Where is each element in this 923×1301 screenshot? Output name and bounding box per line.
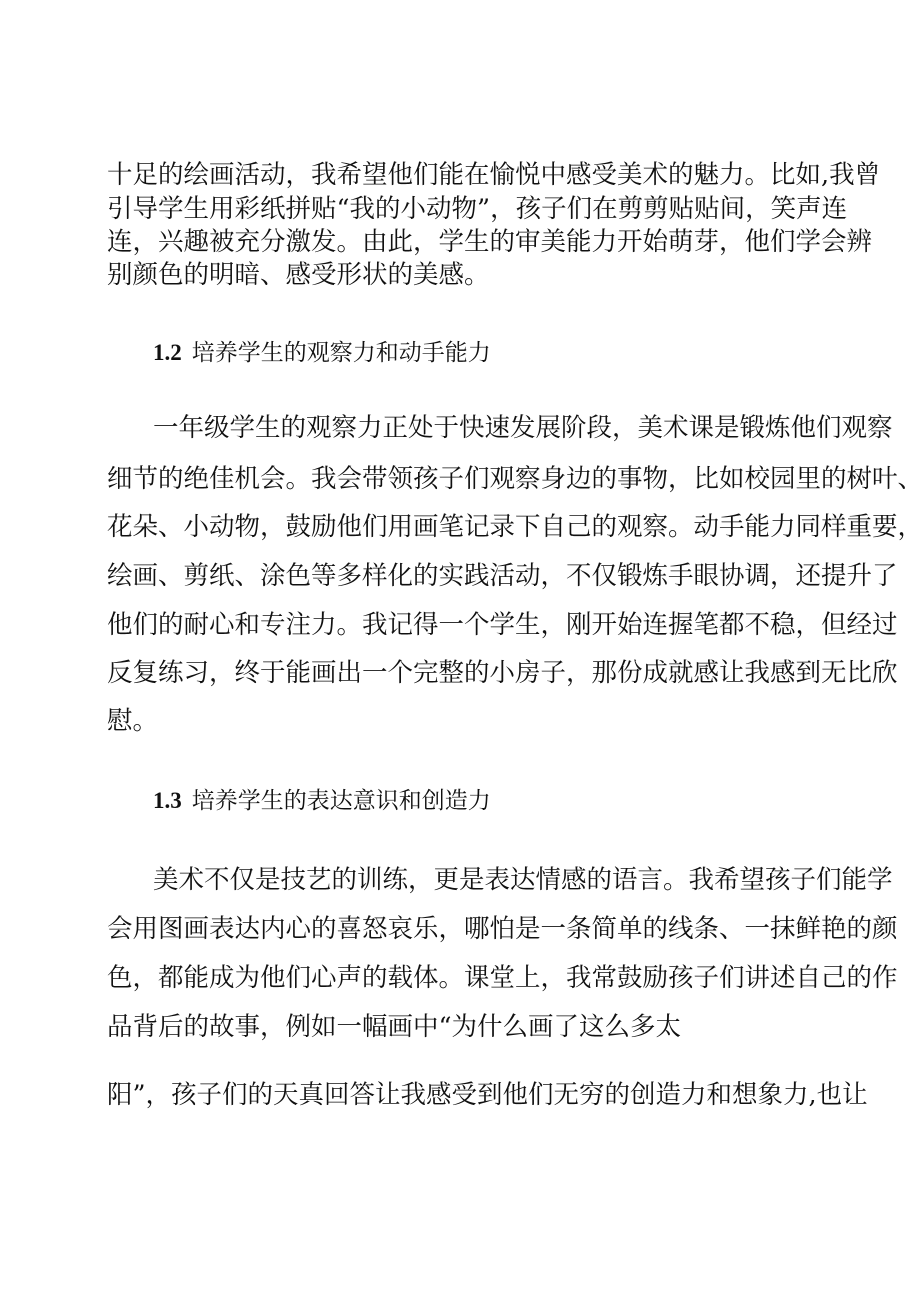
section-heading-1-2: [153, 337, 491, 369]
paragraph-line: 绘画、剪纸、涂色等多样化的实践活动，不仅锻炼手眼协调，还提升了: [107, 561, 898, 591]
paragraph-line: 阳”，孩子们的天真回答让我感受到他们无穷的创造力和想象力,也让: [107, 1080, 868, 1110]
section-number: 1.2: [153, 340, 182, 365]
section-title: 培养学生的表达意识和创造力: [191, 788, 491, 814]
section-number: 1.3: [153, 788, 182, 813]
paragraph-line: 会用图画表达内心的喜怒哀乐，哪怕是一条简单的线条、一抹鲜艳的颜: [107, 914, 898, 944]
paragraph-line: 慰。: [107, 706, 159, 736]
paragraph-line: 一年级学生的观察力正处于快速发展阶段，美术课是锻炼他们观察: [153, 413, 893, 443]
paragraph-line: 他们的耐心和专注力。我记得一个学生，刚开始连握笔都不稳，但经过: [107, 610, 898, 640]
paragraph-line: 连，兴趣被充分激发。由此，学生的审美能力开始萌芽，他们学会辨: [107, 227, 873, 257]
section-title: 培养学生的观察力和动手能力: [191, 340, 491, 366]
paragraph-line: 品背后的故事，例如一幅画中“为什么画了这么多太: [107, 1012, 682, 1042]
paragraph-line: 美术不仅是技艺的训练，更是表达情感的语言。我希望孩子们能学: [153, 865, 893, 895]
paragraph-line: 反复练习，终于能画出一个完整的小房子，那份成就感让我感到无比欣: [107, 658, 898, 688]
paragraph-line: 色，都能成为他们心声的载体。课堂上，我常鼓励孩子们讲述自己的作: [107, 963, 898, 993]
paragraph-line: 细节的绝佳机会。我会带领孩子们观察身边的事物，比如校园里的树叶、: [107, 464, 923, 494]
paragraph-line: 引导学生用彩纸拼贴“我的小动物”，孩子们在剪剪贴贴间，笑声连: [107, 194, 848, 224]
paragraph-line: 十足的绘画活动，我希望他们能在愉悦中感受美术的魅力。比如,我曾: [107, 160, 881, 190]
section-heading-1-3: [153, 785, 491, 817]
paragraph-line: 花朵、小动物，鼓励他们用画笔记录下自己的观察。动手能力同样重要，: [107, 512, 923, 542]
paragraph-line: 别颜色的明暗、感受形状的美感。: [107, 260, 490, 290]
